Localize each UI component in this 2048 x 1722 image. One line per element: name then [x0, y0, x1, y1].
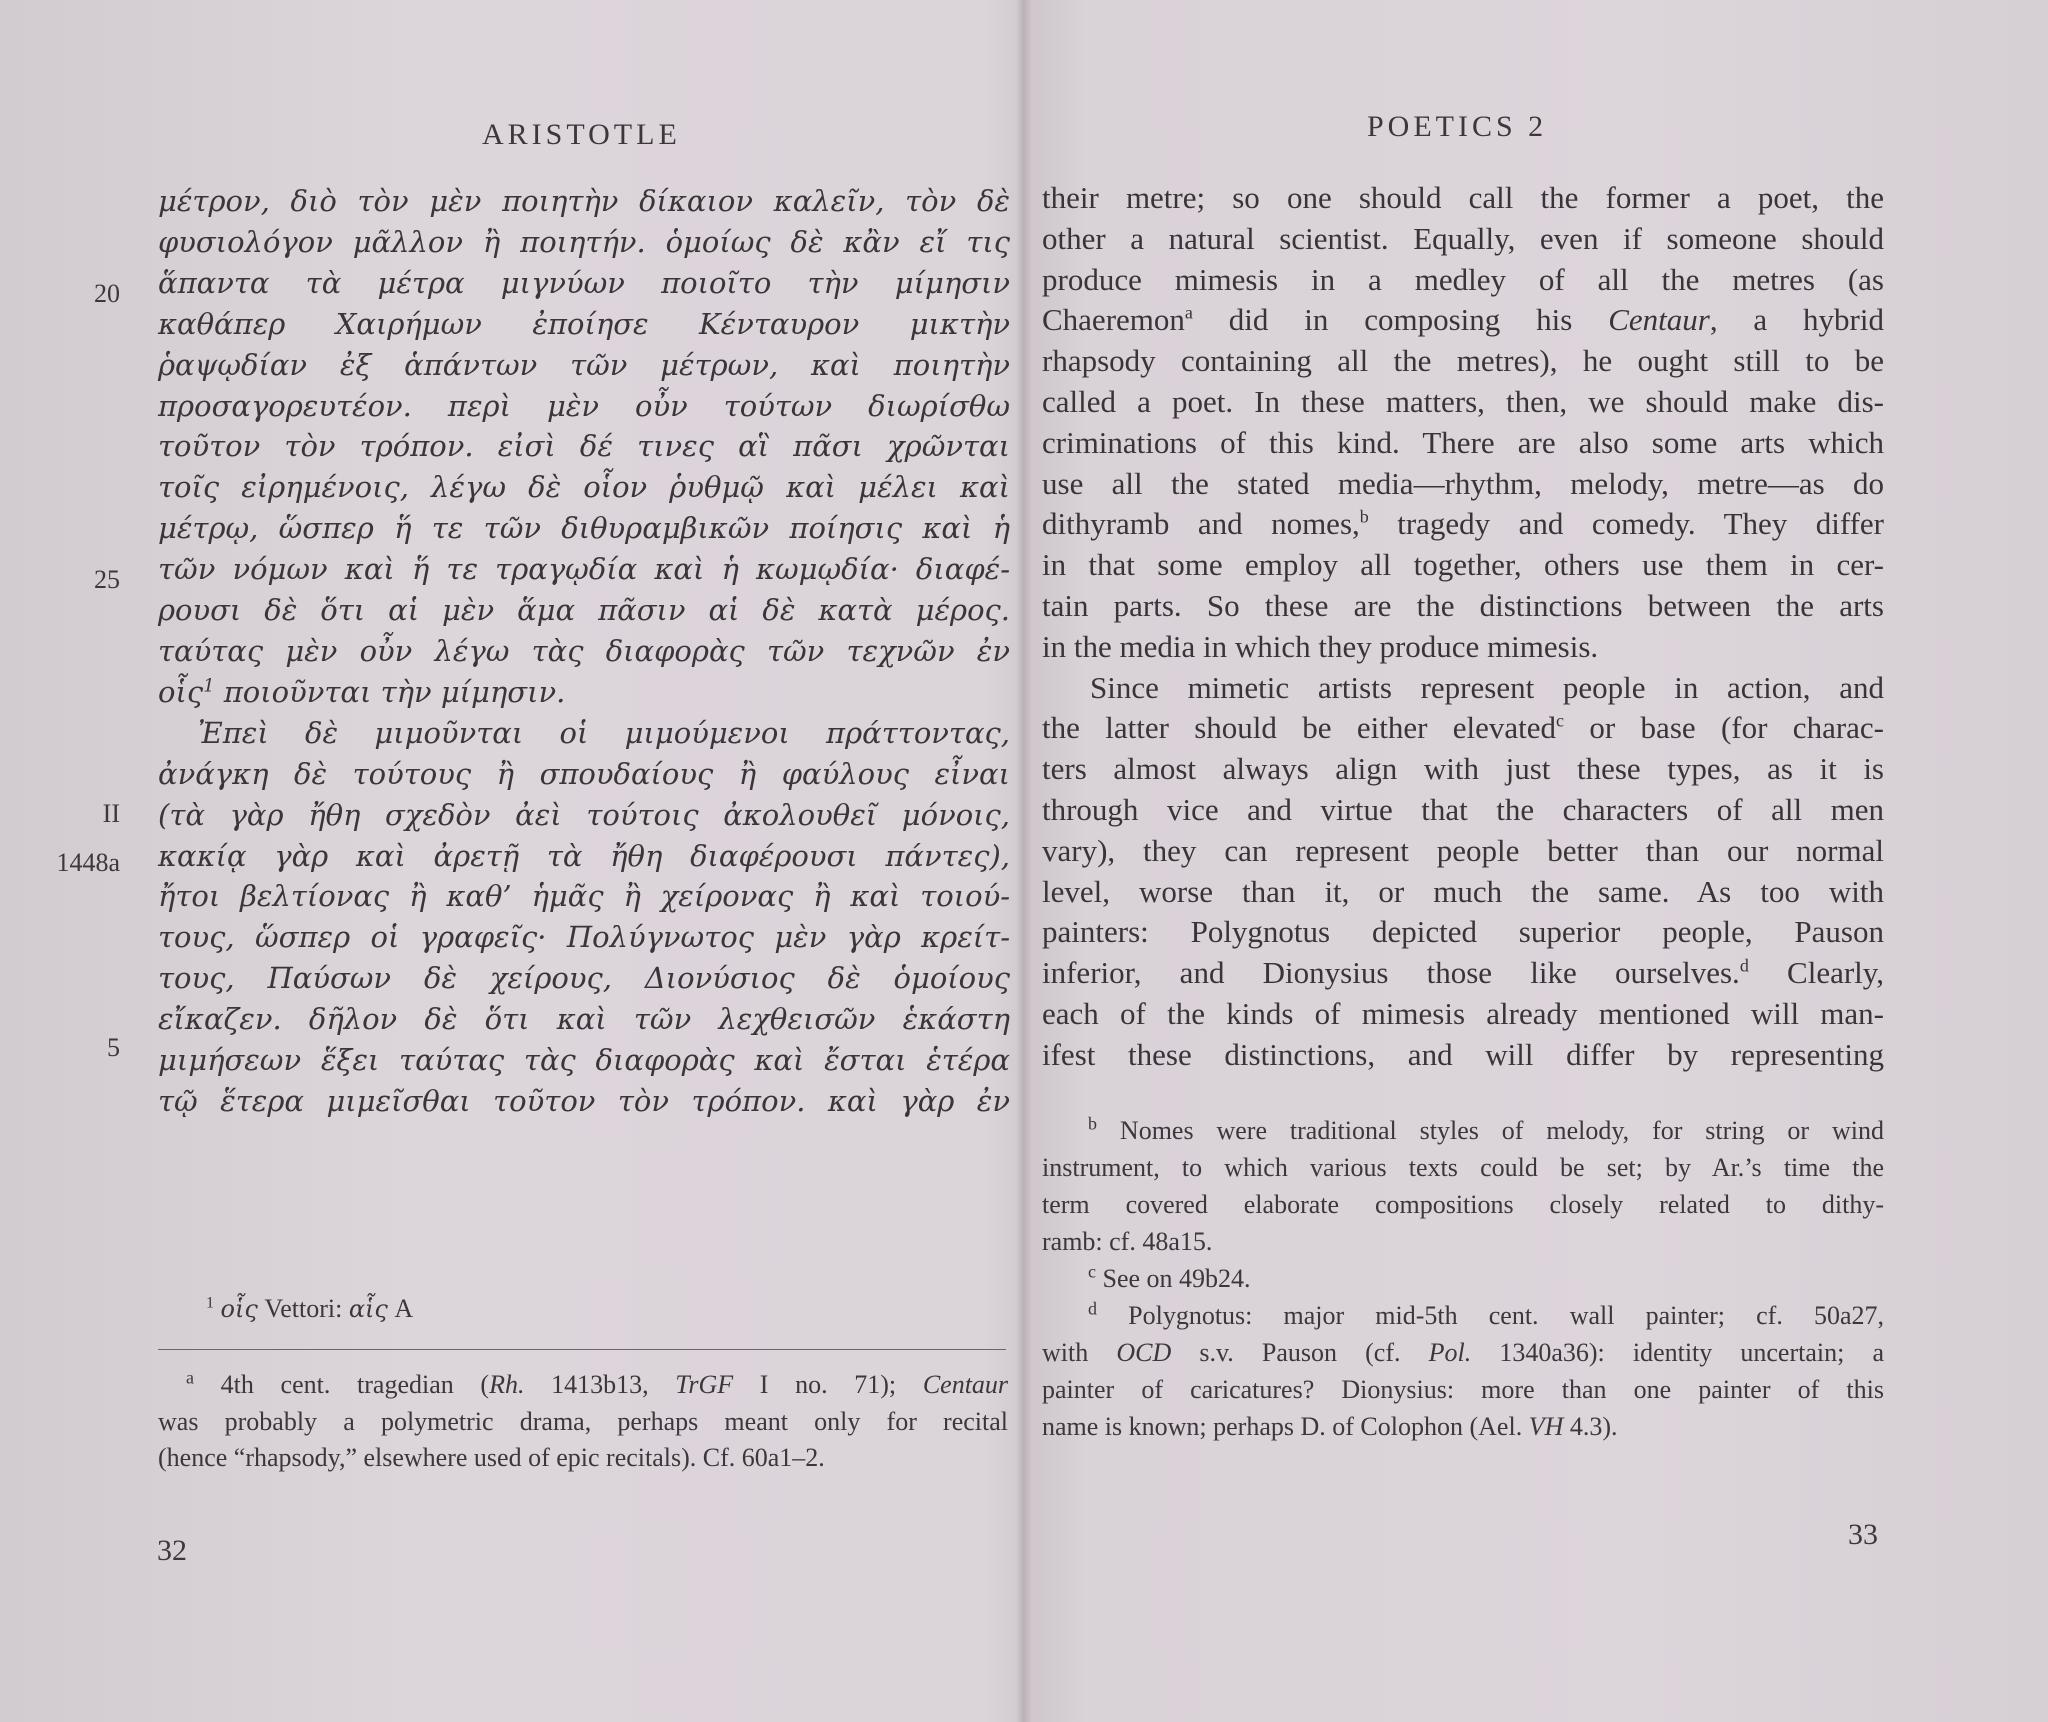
footnote-marker: c	[1088, 1261, 1096, 1282]
footnote-line: instrument, to which various texts could be set; by Ar.’s time the	[1042, 1153, 1884, 1182]
translation-line: vary), they can represent people better than our normal	[1042, 832, 1884, 868]
greek-line: τοῖς εἰρημένοις, λέγω δὲ οἷον ῥυθμῷ καὶ μέλει καὶ	[158, 470, 1010, 505]
translation-line: in the media in which they produce mimesis.	[1042, 628, 1599, 664]
line-number-25: 25	[94, 565, 120, 594]
footnote-text: 4th cent. tragedian (	[220, 1370, 490, 1399]
translation-line: each of the kinds of mimesis already mentioned will man-	[1042, 995, 1884, 1031]
greek-line: προσαγορευτέον. περὶ μὲν οὖν τούτων διωρίσθω	[158, 388, 1010, 423]
greek-word: οἷς	[158, 674, 204, 709]
translation-line: Since mimetic artists represent people in action, and	[1090, 669, 1884, 705]
footnote-text: 1413b13,	[551, 1370, 649, 1399]
footnote-line: was probably a polymetric drama, perhaps meant only for recital	[158, 1406, 1008, 1436]
apparatus-siglum: A	[394, 1294, 414, 1323]
greek-line: τους, Παύσων δὲ χείρους, Διονύσιος δὲ ὁμοίους	[158, 961, 1010, 996]
footnote-marker: c	[1556, 711, 1565, 732]
translation-text: Chaeremon	[1042, 302, 1185, 338]
greek-line: εἴκαζεν. δῆλον δὲ ὅτι καὶ τῶν λεχθεισῶν ἑκάστη	[158, 1002, 1010, 1037]
translation-text: Clearly,	[1748, 955, 1885, 991]
apparatus-source: Vettori:	[264, 1294, 343, 1323]
translation-text: , a hybrid	[1709, 302, 1884, 338]
running-head-right: POETICS 2	[1367, 110, 1548, 143]
translation-line: tain parts. So these are the distinctions between the arts	[1042, 587, 1884, 623]
apparatus-lemma: οἷς	[220, 1295, 258, 1323]
chapter-number: II	[102, 799, 120, 828]
apparatus-variant: αἷς	[348, 1295, 388, 1323]
translation-line	[1042, 953, 1884, 994]
footnote-text: name is known; perhaps D. of Colophon (Ael.	[1042, 1412, 1529, 1441]
footnote-line: ramb: cf. 48a15.	[1042, 1227, 1213, 1256]
greek-line: τῶν νόμων καὶ ἥ τε τραγῳδία καὶ ἡ κωμῳδία· διαφέ-	[158, 552, 1010, 587]
translation-line	[1042, 708, 1884, 749]
footnote-italic: TrGF	[675, 1370, 734, 1399]
translation-text: dithyramb and nomes,	[1042, 506, 1360, 542]
greek-line: μέτρον, διὸ τὸν μὲν ποιητὴν δίκαιον καλεῖν, τὸν δὲ	[158, 184, 1010, 218]
footnote-line	[1042, 1297, 1884, 1334]
greek-line: ῥαψῳδίαν ἐξ ἁπάντων τῶν μέτρων, καὶ ποιητὴν	[158, 347, 1010, 382]
footnote-text: with	[1042, 1338, 1117, 1367]
running-head-left: ARISTOTLE	[482, 118, 681, 151]
translation-text: inferior, and Dionysius those like ourselves.	[1042, 955, 1740, 991]
translation-line: rhapsody containing all the metres), he ought still to be	[1042, 343, 1884, 379]
english-translation	[1042, 178, 1884, 1076]
footnote-line	[1042, 1112, 1884, 1149]
page-number-left: 32	[157, 1534, 187, 1567]
footnote-rule	[158, 1349, 1006, 1350]
footnote-marker: a	[186, 1367, 194, 1388]
footnote-line: painter of caricatures? Dionysius: more than one painter of this	[1042, 1375, 1884, 1404]
translation-text: did in composing his	[1192, 302, 1609, 338]
footnote-line	[158, 1367, 1008, 1404]
greek-line: φυσιολόγον μᾶλλον ἢ ποιητήν. ὁμοίως δὲ κἂν εἴ τις	[158, 224, 1010, 259]
footnote-line	[1042, 1408, 1884, 1445]
translation-line: their metre; so one should call the former a poet, the	[1042, 180, 1884, 215]
translation-line: painters: Polygnotus depicted superior people, Pauson	[1042, 914, 1884, 950]
greek-line: ἀνάγκη δὲ τούτους ἢ σπουδαίους ἢ φαύλους εἶναι	[158, 756, 1010, 791]
footnote-line	[1042, 1260, 1884, 1297]
translation-text: tragedy and comedy. They differ	[1368, 506, 1884, 542]
footnote-italic: Centaur	[922, 1370, 1009, 1399]
line-number-5: 5	[107, 1033, 120, 1062]
critical-apparatus	[206, 1294, 413, 1324]
greek-line: τους, ὥσπερ οἱ γραφεῖς· Πολύγνωτος μὲν γὰρ κρείτ-	[158, 920, 1010, 955]
footnote-marker: d	[1088, 1298, 1097, 1319]
footnote-italic: OCD	[1116, 1338, 1172, 1367]
translation-text: the latter should be either elevated	[1042, 710, 1557, 746]
translation-italic: Centaur	[1608, 302, 1710, 338]
greek-line: Ἐπεὶ δὲ μιμοῦνται οἱ μιμούμενοι πράττοντας,	[198, 715, 1010, 750]
translation-line: through vice and virtue that the characters of all men	[1042, 791, 1884, 827]
translation-line: ifest these distinctions, and will differ by representing	[1042, 1036, 1884, 1072]
translation-line: ters almost always align with just these types, as it is	[1042, 751, 1884, 787]
greek-line: μιμήσεων ἕξει ταύτας τὰς διαφορὰς καὶ ἔσται ἑτέρα	[158, 1043, 1010, 1078]
bekker-number: 1448a	[56, 848, 120, 877]
greek-text	[158, 181, 1010, 1122]
footnotes-right	[1042, 1112, 1884, 1445]
translation-line: use all the stated media—rhythm, melody, metre—as do	[1042, 465, 1884, 501]
footnote-italic: VH	[1528, 1412, 1564, 1441]
footnote-line: (hence “rhapsody,” elsewhere used of epic recitals). Cf. 60a1–2.	[158, 1443, 825, 1472]
greek-line	[158, 672, 1010, 713]
greek-line: ἅπαντα τὰ μέτρα μιγνύων ποιοῖτο τὴν μίμησιν	[158, 265, 1010, 300]
footnote-italic: Rh.	[489, 1370, 525, 1399]
footnote-text: 4.3).	[1563, 1412, 1618, 1441]
greek-line-rest: ποιοῦνται τὴν μίμησιν.	[223, 674, 566, 709]
apparatus-marker: 1	[206, 1294, 214, 1312]
greek-line: μέτρῳ, ὥσπερ ἥ τε τῶν διθυραμβικῶν ποίησις καὶ ἡ	[158, 511, 1010, 546]
footnote-text: Polygnotus: major mid-5th cent. wall painter; cf. 50a27,	[1128, 1301, 1884, 1330]
translation-line: other a natural scientist. Equally, even if someone should	[1042, 220, 1884, 256]
translation-line	[1042, 504, 1884, 545]
greek-line: ἤτοι βελτίονας ἢ καθ’ ἡμᾶς ἢ χείρονας ἢ καὶ τοιού-	[158, 879, 1010, 914]
footnote-text: Nomes were traditional styles of melody, for string or wind	[1119, 1116, 1885, 1145]
footnote-text: s.v. Pauson (cf.	[1171, 1338, 1429, 1367]
footnote-marker: b	[1088, 1113, 1097, 1134]
greek-line: (τὰ γὰρ ἤθη σχεδὸν ἀεὶ τούτοις ἀκολουθεῖ μόνοις,	[158, 797, 1010, 832]
greek-line: ρουσι δὲ ὅτι αἱ μὲν ἅμα πᾶσιν αἱ δὲ κατὰ μέρος.	[158, 593, 1010, 628]
translation-line: criminations of this kind. There are also some arts which	[1042, 424, 1884, 460]
translation-line	[1042, 300, 1884, 341]
footnote-marker: d	[1739, 955, 1749, 976]
footnote-line	[1042, 1334, 1884, 1371]
footnote-marker: a	[1184, 303, 1193, 324]
line-number-20: 20	[94, 279, 120, 308]
translation-line: level, worse than it, or much the same. As too with	[1042, 873, 1884, 909]
greek-line: τῷ ἕτερα μιμεῖσθαι τοῦτον τὸν τρόπον. καὶ γὰρ ἐν	[158, 1083, 1010, 1118]
page-number-right: 33	[1848, 1518, 1878, 1551]
greek-line: καθάπερ Χαιρήμων ἐποίησε Κένταυρον μικτὴν	[158, 306, 1010, 341]
greek-line: ταύτας μὲν οὖν λέγω τὰς διαφορὰς τῶν τεχνῶν ἐν	[158, 633, 1010, 668]
footnote-text: I no. 71);	[759, 1370, 897, 1399]
footnote-marker: b	[1359, 507, 1369, 528]
footnote-a	[158, 1367, 1008, 1477]
greek-line: τοῦτον τὸν τρόπον. εἰσὶ δέ τινες αἳ πᾶσι χρῶνται	[158, 429, 1010, 464]
translation-line: in that some employ all together, others use them in cer-	[1042, 547, 1884, 583]
translation-line: produce mimesis in a medley of all the metres (as	[1042, 261, 1884, 297]
greek-line: κακίᾳ γὰρ καὶ ἀρετῇ τὰ ἤθη διαφέρουσι πάντες),	[158, 838, 1010, 873]
translation-text: or base (for charac-	[1564, 710, 1884, 746]
footnote-text: See on 49b24.	[1102, 1264, 1251, 1293]
footnote-marker: 1	[203, 675, 215, 697]
footnote-text: 1340a36): identity uncertain; a	[1471, 1338, 1884, 1367]
book-gutter	[1016, 0, 1032, 1722]
footnote-line: term covered elaborate compositions closely related to dithy-	[1042, 1190, 1884, 1219]
translation-line: called a poet. In these matters, then, we should make dis-	[1042, 383, 1884, 419]
footnote-italic: Pol.	[1428, 1338, 1472, 1367]
